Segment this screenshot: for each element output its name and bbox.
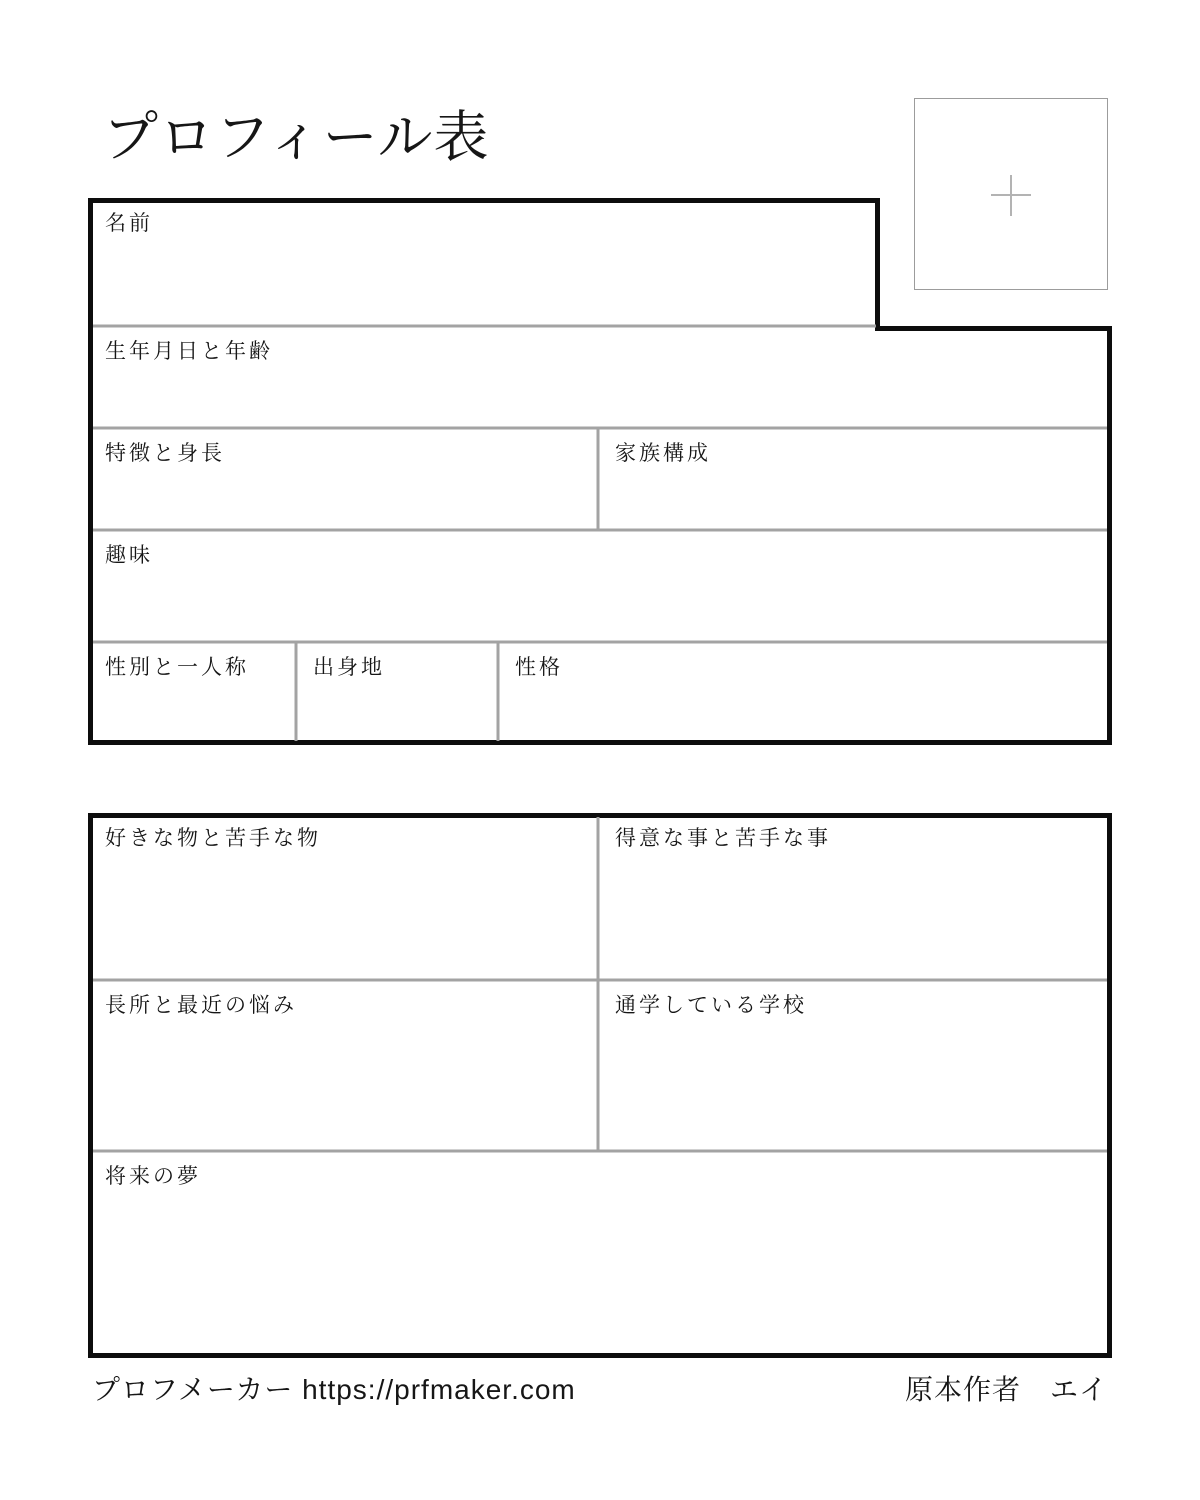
page-title: プロフィール表 (103, 106, 490, 168)
name-label: 名前 (105, 212, 153, 235)
dream-field[interactable] (88, 1151, 1112, 1358)
dream-label: 将来の夢 (105, 1165, 201, 1188)
footer-credit-site: プロフメーカー https://prfmaker.com (92, 1374, 576, 1405)
birthdate-age-field[interactable] (88, 326, 1112, 428)
school-field[interactable] (598, 980, 1112, 1151)
hobby-label: 趣味 (105, 544, 153, 567)
merits-worries-field[interactable] (88, 980, 598, 1151)
likes-dislikes-field[interactable] (88, 813, 598, 980)
personality-field[interactable] (498, 642, 1112, 745)
good-bad-at-field[interactable] (598, 813, 1112, 980)
family-field[interactable] (598, 428, 1112, 530)
birthdate-age-label: 生年月日と年齢 (105, 340, 273, 363)
features-height-field[interactable] (88, 428, 598, 530)
birthplace-label: 出身地 (313, 656, 385, 679)
features-height-label: 特徴と身長 (105, 442, 225, 465)
school-label: 通学している学校 (615, 994, 807, 1017)
footer-credit-author: 原本作者 エイ (904, 1374, 1108, 1405)
gender-pronoun-field[interactable] (88, 642, 296, 745)
good-bad-at-label: 得意な事と苦手な事 (615, 827, 831, 850)
birthplace-field[interactable] (296, 642, 498, 745)
hobby-field[interactable] (88, 530, 1112, 642)
name-field[interactable] (88, 198, 880, 326)
gender-pronoun-label: 性別と一人称 (105, 656, 249, 679)
likes-dislikes-label: 好きな物と苦手な物 (105, 827, 321, 850)
personality-label: 性格 (515, 656, 563, 679)
merits-worries-label: 長所と最近の悩み (105, 994, 297, 1017)
family-label: 家族構成 (615, 442, 711, 465)
